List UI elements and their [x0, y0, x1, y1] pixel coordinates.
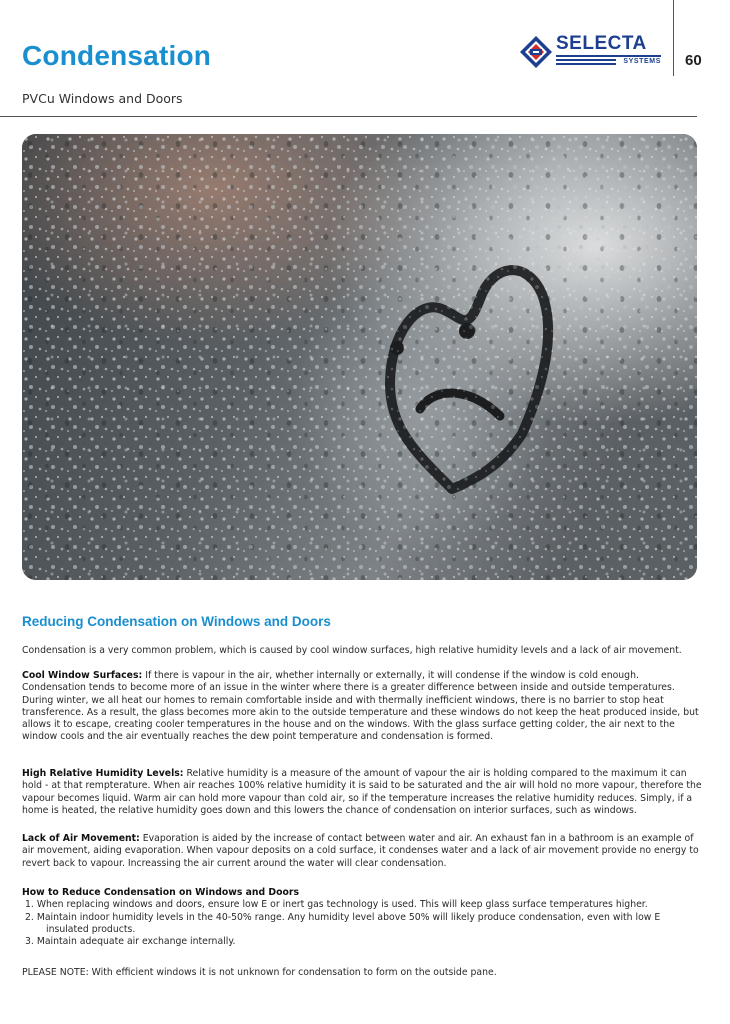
paragraph-title: Cool Window Surfaces:	[22, 670, 143, 681]
logo-wordmark: SELECTA	[556, 33, 647, 54]
list-item-number: 3.	[25, 936, 34, 948]
paragraph-cool-window-surfaces	[22, 670, 702, 744]
header-vertical-divider	[673, 0, 674, 76]
page-title: Condensation	[22, 40, 212, 71]
how-to-list	[22, 887, 702, 948]
selecta-diamond-logo-icon	[518, 34, 554, 70]
list-item-text: Maintain adequate air exchange internally.	[36, 936, 236, 948]
list-item	[22, 936, 702, 948]
paragraph-title: Lack of Air Movement:	[22, 833, 140, 844]
list-item-number: 2.	[25, 911, 34, 923]
selecta-logo	[518, 34, 663, 72]
logo-tagline: SYSTEMS	[623, 58, 661, 65]
page-subtitle: PVCu Windows and Doors	[22, 91, 183, 106]
list-item-number: 1.	[25, 899, 34, 911]
section-heading: Reducing Condensation on Windows and Doors	[22, 614, 331, 629]
paragraph-text: Relative humidity is a measure of the amount of vapour the air is holding compared to the maximum it can hold - at that rempterature. When air reaches 100% relative humidity it is said to be saturated and the air will hold no more vapour, therefore the vapour becomes liquid. Warm air can hold more vapour than cold air, so if the temperature increases the relative humidity reduces. Simply, if a home is heated, the relative humidity goes down and this lowers the chance of condensation on interior surfaces, such as windows.	[22, 768, 702, 816]
paragraph-title: High Relative Humidity Levels:	[22, 768, 184, 779]
list-item-text: When replacing windows and doors, ensure low E or inert gas technology is used. This will keep glass surface temperatures higher.	[36, 899, 648, 911]
intro-paragraph: Condensation is a very common problem, which is caused by cool window surfaces, high relative humidity levels and a lack of air movement.	[22, 645, 682, 656]
sad-heart-drawn-on-condensed-window	[22, 134, 697, 580]
page-number: 60	[685, 52, 702, 69]
list-heading: How to Reduce Condensation on Windows and Doors	[22, 887, 300, 898]
list-item	[22, 912, 702, 937]
list-item	[22, 899, 702, 911]
paragraph-text: Evaporation is aided by the increase of contact between water and air. An exhaust fan in a bathroom is an example of air movement, aiding evaporation. When vapour deposits on a cold surface, it condenses water and a lack of air movement provide no energy to revert back to vapour. Increassing the air current around the water will clear condensation.	[22, 833, 699, 869]
hero-photo	[22, 134, 697, 580]
list-item-continuation: insulated products.	[46, 923, 136, 935]
logo-stripe	[556, 59, 616, 61]
header-divider	[0, 116, 697, 117]
logo-stripe	[556, 55, 661, 57]
logo-stripe	[556, 63, 616, 65]
list-item-text: Maintain indoor humidity levels in the 40-50% range. Any humidity level above 50% will likely produce condensation, even with low E	[36, 911, 661, 923]
please-note: PLEASE NOTE: With efficient windows it is not unknown for condensation to form on the outside pane.	[22, 967, 497, 978]
paragraph-lack-of-air-movement	[22, 833, 702, 870]
paragraph-high-relative-humidity	[22, 768, 702, 817]
paragraph-text: If there is vapour in the air, whether internally or externally, it will condense if the window is cold enough. Condensation tends to become more of an issue in the winter where there is a greater difference between inside and outside temperatures. During winter, we all heat our homes to remain comfortable inside and with thermally inefficient windows, there is no barrier to stop heat transference. As a result, the glass becomes more akin to the outside temperature and these windows do not keep the heat produced inside, but allows it to escape, creating cooler temperatures in the house and on the windows. With the glass surface getting colder, the air next to the window cools and the air eventually reaches the dew point temperature and condensation is formed.	[22, 670, 699, 743]
